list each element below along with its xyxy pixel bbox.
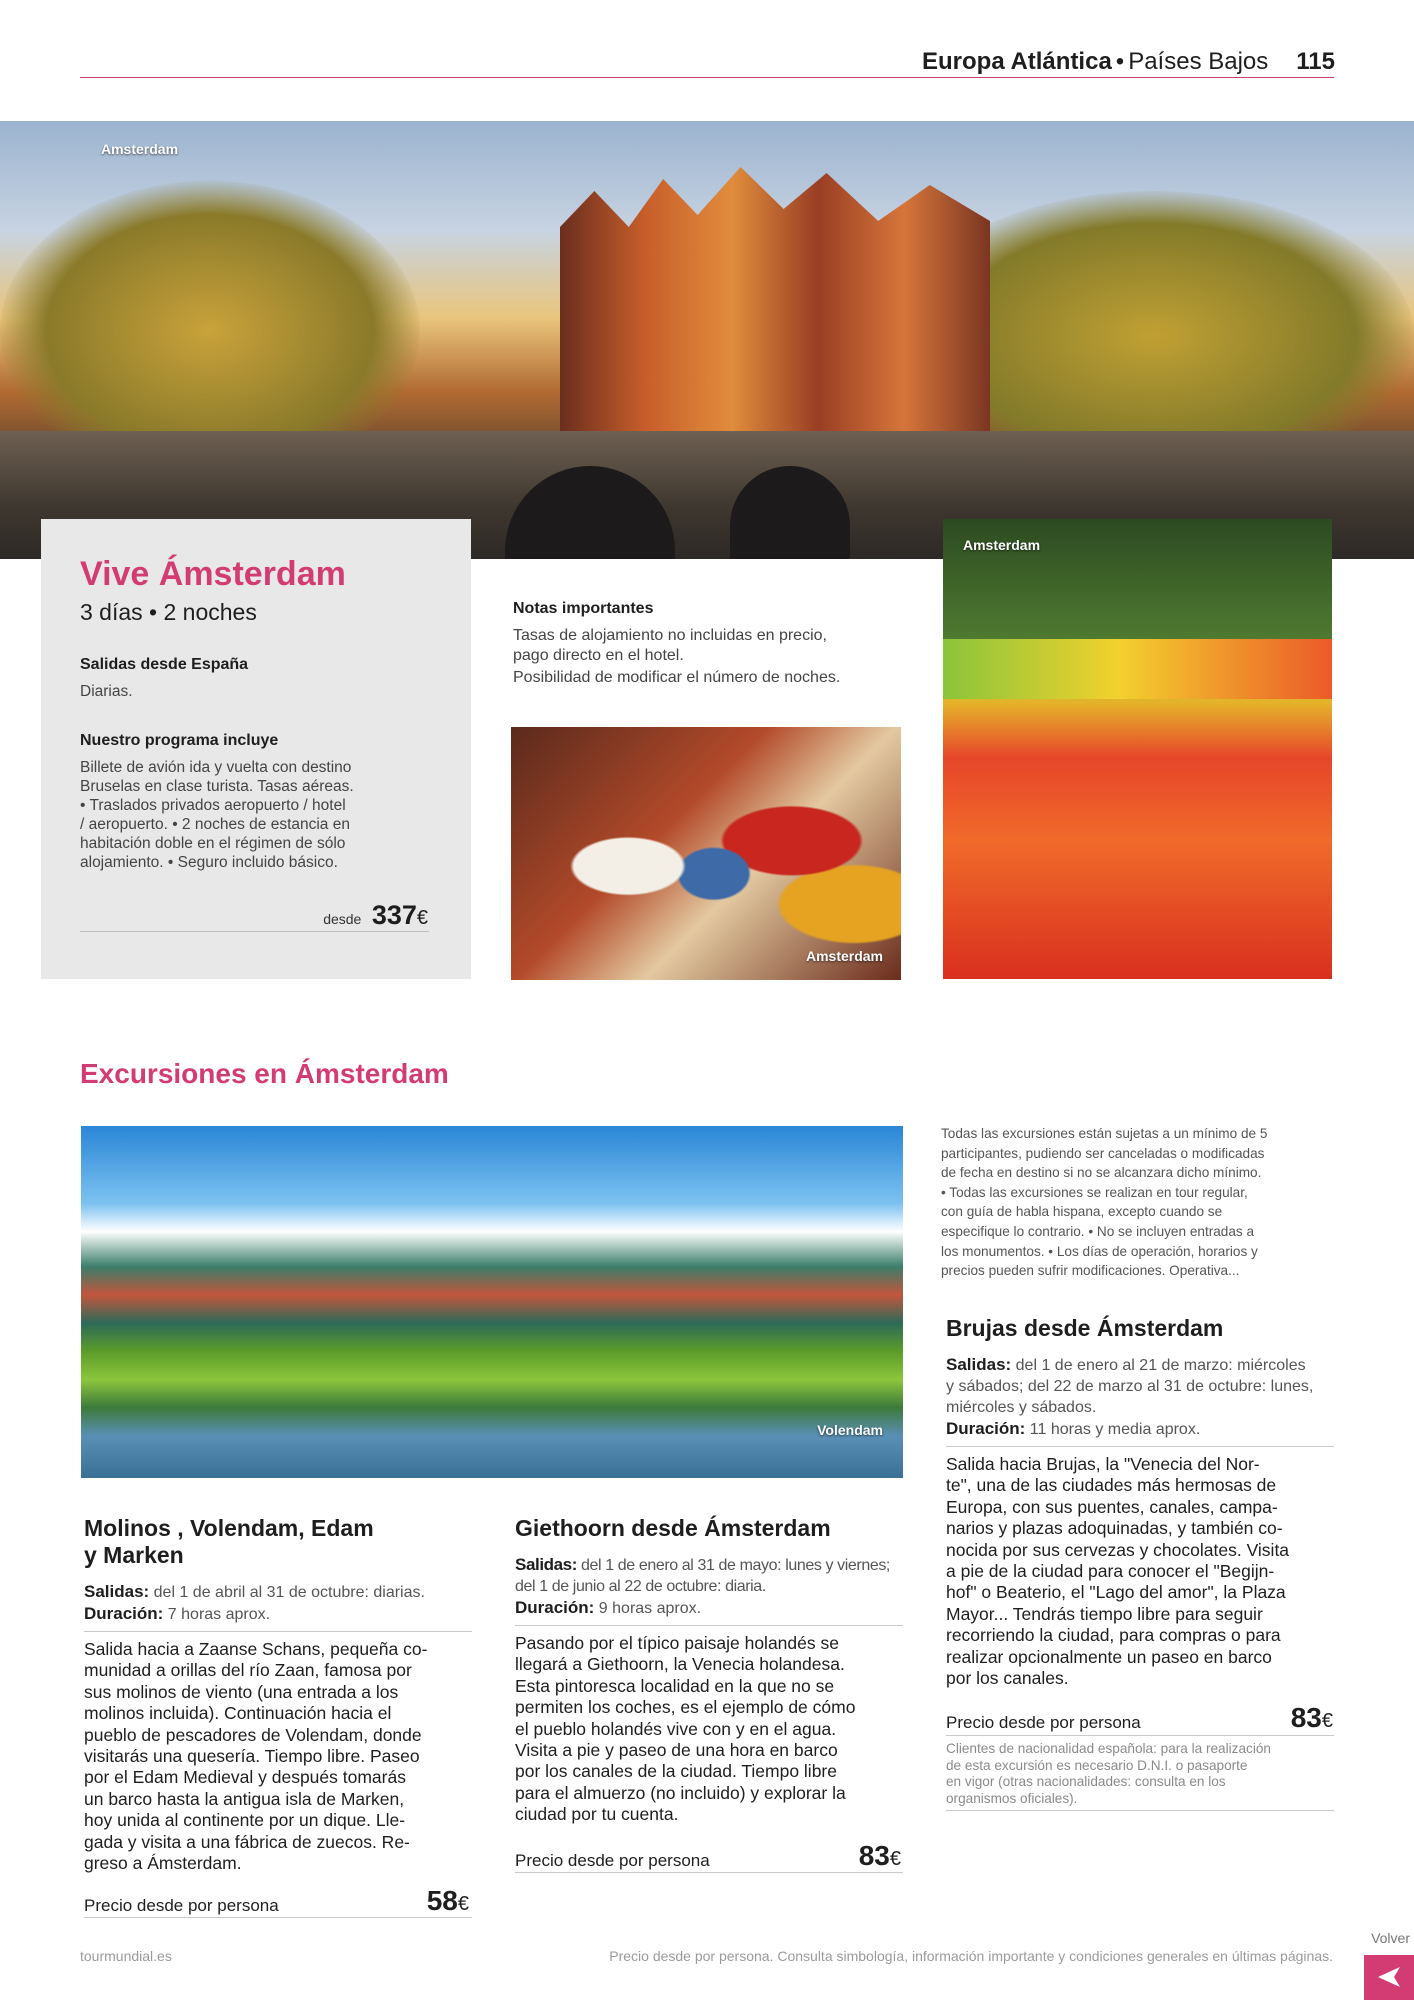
description-line: narios y plazas adoquinadas, y también co- xyxy=(946,1518,1283,1539)
duracion-value: 7 horas aprox. xyxy=(167,1606,271,1623)
salidas-label: Salidas: xyxy=(84,1582,150,1601)
excursion-price xyxy=(427,1885,469,1917)
note-line: Clientes de nacionalidad española: para la realización xyxy=(946,1741,1271,1756)
hero-photo-amsterdam-canal xyxy=(0,121,1414,559)
description-line: nocida por sus cervezas y chocolates. Visita xyxy=(946,1539,1290,1560)
excursions-disclaimer xyxy=(941,1124,1336,1281)
back-button[interactable] xyxy=(1364,1955,1414,2000)
disclaimer-line: de fecha en destino si no se alcanzara dicho mínimo. xyxy=(941,1165,1262,1181)
notes-line: Posibilidad de modificar el número de noches. xyxy=(513,669,841,686)
excursion-note-rule xyxy=(946,1810,1334,1811)
departures-label: Salidas desde España xyxy=(80,656,249,673)
salidas-value: y sábados; del 22 de marzo al 31 de octubre: lunes, xyxy=(946,1378,1314,1395)
excursion-salidas xyxy=(515,1554,903,1597)
disclaimer-line: precios pueden sufrir modificaciones. Operativa... xyxy=(941,1263,1240,1279)
duracion-label: Duración: xyxy=(946,1419,1026,1438)
excursion-price-value: 83 xyxy=(1290,1702,1322,1733)
tulips-caption: Amsterdam xyxy=(963,537,1041,553)
hero-caption: Amsterdam xyxy=(101,141,179,157)
excursion-description xyxy=(946,1454,1334,1689)
salidas-value: miércoles y sábados. xyxy=(946,1399,1097,1416)
excursion-price-rule xyxy=(946,1735,1334,1736)
package-price-rule xyxy=(80,931,429,932)
description-line: Salida hacia a Zaanse Schans, pequeña co- xyxy=(84,1639,428,1659)
excursion-card-brujas xyxy=(946,1315,1334,1689)
description-line: un barco hasta la antigua isla de Marken, xyxy=(84,1788,405,1809)
excursion-price-rule xyxy=(84,1917,472,1918)
duracion-value: 11 horas y media aprox. xyxy=(1029,1421,1201,1438)
salidas-value: del 1 de junio al 22 de octubre: diaria. xyxy=(515,1578,766,1595)
excursion-price-rule xyxy=(515,1872,903,1873)
package-title: Vive Ámsterdam xyxy=(80,555,346,593)
excursion-price-label: Precio desde por persona xyxy=(515,1851,710,1870)
excursion-price-currency: € xyxy=(889,1848,901,1870)
description-line: munidad a orillas del río Zaan, famosa por xyxy=(84,1660,412,1681)
page-number: 115 xyxy=(1296,48,1335,75)
salidas-label: Salidas: xyxy=(515,1555,577,1574)
excursion-title-line: Molinos , Volendam, Edam xyxy=(84,1515,374,1541)
disclaimer-line: con guía de habla hispana, excepto cuando se xyxy=(941,1204,1223,1220)
excursion-card-giethoorn xyxy=(515,1515,903,1826)
package-duration: 3 días • 2 noches xyxy=(80,599,257,625)
description-line: por los canales de la ciudad. Tiempo libre xyxy=(515,1761,837,1782)
description-line: realizar opcionalmente un paseo en barco xyxy=(946,1646,1272,1667)
salidas-value: del 1 de enero al 21 de marzo: miércoles xyxy=(1015,1357,1306,1374)
excursion-price-currency: € xyxy=(1321,1710,1333,1732)
excursion-price xyxy=(859,1840,901,1872)
description-line: molinos incluida). Continuación hacia el xyxy=(84,1703,392,1724)
excursion-rule xyxy=(515,1625,903,1626)
salidas-label: Salidas: xyxy=(946,1355,1012,1374)
description-line: a pie de la ciudad para conocer el "Begijn- xyxy=(946,1561,1275,1582)
volendam-caption: Volendam xyxy=(817,1422,883,1438)
back-arrow-icon xyxy=(1376,1965,1402,1989)
excursions-title: Excursiones en Ámsterdam xyxy=(80,1058,449,1089)
volendam-photo xyxy=(81,1126,903,1478)
description-line: Visita a pie y paseo de una hora en barco xyxy=(515,1740,838,1761)
duracion-label: Duración: xyxy=(515,1598,595,1617)
notes-label: Notas importantes xyxy=(513,600,654,617)
description-line: por el Edam Medieval y después tomarás xyxy=(84,1767,406,1788)
package-price xyxy=(323,900,428,931)
excursion-title xyxy=(84,1515,472,1569)
includes-line: habitación doble en el régimen de sólo xyxy=(80,835,346,852)
disclaimer-line: • Todas las excursiones se realizan en tour regular, xyxy=(941,1184,1248,1200)
excursion-description xyxy=(515,1633,903,1826)
clogs-caption: Amsterdam xyxy=(805,948,883,964)
footer-site: tourmundial.es xyxy=(80,1948,172,1964)
excursion-salidas xyxy=(946,1354,1334,1418)
excursion-price-value: 58 xyxy=(426,1885,458,1916)
package-price-prefix: desde xyxy=(323,911,362,927)
back-label[interactable]: Volver xyxy=(1371,1930,1410,1946)
excursion-title: Giethoorn desde Ámsterdam xyxy=(515,1515,831,1541)
excursion-title-line: y Marken xyxy=(84,1542,184,1568)
excursion-price xyxy=(1291,1702,1333,1734)
description-line: Europa, con sus puentes, canales, campa- xyxy=(946,1496,1278,1517)
header-country: Países Bajos xyxy=(1128,48,1269,75)
excursion-card-molinos xyxy=(84,1515,472,1874)
description-line: el pueblo holandés vive con y en el agua. xyxy=(515,1718,837,1739)
description-line: Salida hacia Brujas, la "Venecia del Nor- xyxy=(946,1454,1260,1474)
description-line: greso a Ámsterdam. xyxy=(84,1853,242,1874)
description-line: Mayor... Tendrás tiempo libre para seguir xyxy=(946,1603,1263,1624)
excursion-price-label: Precio desde por persona xyxy=(946,1713,1141,1732)
tulips-path xyxy=(943,639,1332,699)
excursion-title: Brujas desde Ámsterdam xyxy=(946,1315,1224,1341)
header-separator: • xyxy=(1115,48,1125,75)
salidas-value: del 1 de enero al 31 de mayo: lunes y viernes; xyxy=(581,1557,890,1574)
package-price-value: 337 xyxy=(371,900,417,930)
excursion-price-value: 83 xyxy=(858,1840,890,1871)
header-rule xyxy=(80,77,1334,78)
duracion-value: 9 horas aprox. xyxy=(598,1600,702,1617)
header-section: Europa Atlántica xyxy=(921,48,1112,75)
description-line: recorriendo la ciudad, para compras o para xyxy=(946,1625,1281,1646)
note-line: organismos oficiales). xyxy=(946,1790,1078,1806)
includes-line: alojamiento. • Seguro incluido básico. xyxy=(80,854,338,871)
note-line: de esta excursión es necesario D.N.I. o pasaporte xyxy=(946,1757,1248,1773)
duracion-label: Duración: xyxy=(84,1604,164,1623)
includes-line: • Traslados privados aeropuerto / hotel xyxy=(80,797,346,814)
description-line: sus molinos de viento (una entrada a los xyxy=(84,1681,399,1702)
description-line: visitarás una quesería. Tiempo libre. Paseo xyxy=(84,1746,420,1767)
includes-line: Bruselas en clase turista. Tasas aéreas. xyxy=(80,778,354,795)
excursion-duracion xyxy=(515,1597,903,1619)
description-line: Esta pintoresca localidad en la que no se xyxy=(515,1675,835,1696)
excursion-salidas xyxy=(84,1581,472,1603)
hero-canal-houses xyxy=(560,161,990,461)
description-line: hof" o Beaterio, el "Lago del amor", la Plaza xyxy=(946,1582,1286,1603)
excursion-rule xyxy=(946,1446,1334,1447)
includes-line: / aeropuerto. • 2 noches de estancia en xyxy=(80,816,350,833)
excursion-duracion xyxy=(946,1418,1334,1440)
running-header xyxy=(922,48,1335,76)
notes-text xyxy=(513,626,903,688)
note-line: en vigor (otras nacionalidades: consulta en los xyxy=(946,1774,1226,1789)
description-line: por los canales. xyxy=(946,1668,1069,1689)
description-line: permiten los coches, es el ejemplo de cómo xyxy=(515,1697,856,1718)
includes-label: Nuestro programa incluye xyxy=(80,732,279,749)
description-line: gada y visita a una fábrica de zuecos. Re- xyxy=(84,1831,410,1852)
disclaimer-line: los monumentos. • Los días de operación, horarios y xyxy=(941,1243,1258,1259)
description-line: Pasando por el típico paisaje holandés se xyxy=(515,1633,839,1653)
package-price-currency: € xyxy=(416,907,428,929)
description-line: llegará a Giethoorn, la Venecia holandesa. xyxy=(515,1654,845,1675)
includes-text xyxy=(80,758,460,872)
excursion-price-label: Precio desde por persona xyxy=(84,1896,279,1915)
description-line: te", una de las ciudades más hermosas de xyxy=(946,1475,1277,1496)
notes-line: pago directo en el hotel. xyxy=(513,647,684,664)
notes-line: Tasas de alojamiento no incluidas en precio, xyxy=(513,627,827,644)
description-line: para el almuerzo (no incluido) y explorar la xyxy=(515,1782,846,1803)
salidas-value: del 1 de abril al 31 de octubre: diarias. xyxy=(153,1584,425,1601)
excursion-description xyxy=(84,1639,472,1874)
footer-legal: Precio desde por persona. Consulta simbología, información importante y condiciones generales en últimas páginas. xyxy=(609,1948,1333,1964)
description-line: pueblo de pescadores de Volendam, donde xyxy=(84,1724,422,1745)
excursion-rule xyxy=(84,1631,472,1632)
description-line: ciudad por tu cuenta. xyxy=(515,1804,679,1825)
clogs-photo xyxy=(511,727,901,980)
excursion-price-currency: € xyxy=(457,1893,469,1915)
description-line: hoy unida al continente por un dique. Lle- xyxy=(84,1810,406,1831)
tulips-photo xyxy=(943,519,1332,979)
disclaimer-line: especifique lo contrario. • No se incluyen entradas a xyxy=(941,1223,1255,1239)
departures-value: Diarias. xyxy=(80,683,133,700)
excursion-note xyxy=(946,1741,1334,1807)
disclaimer-line: Todas las excursiones están sujetas a un mínimo de 5 xyxy=(941,1126,1268,1141)
includes-line: Billete de avión ida y vuelta con destino xyxy=(80,759,352,776)
disclaimer-line: participantes, pudiendo ser canceladas o modificadas xyxy=(941,1145,1265,1161)
excursion-duracion xyxy=(84,1603,472,1625)
